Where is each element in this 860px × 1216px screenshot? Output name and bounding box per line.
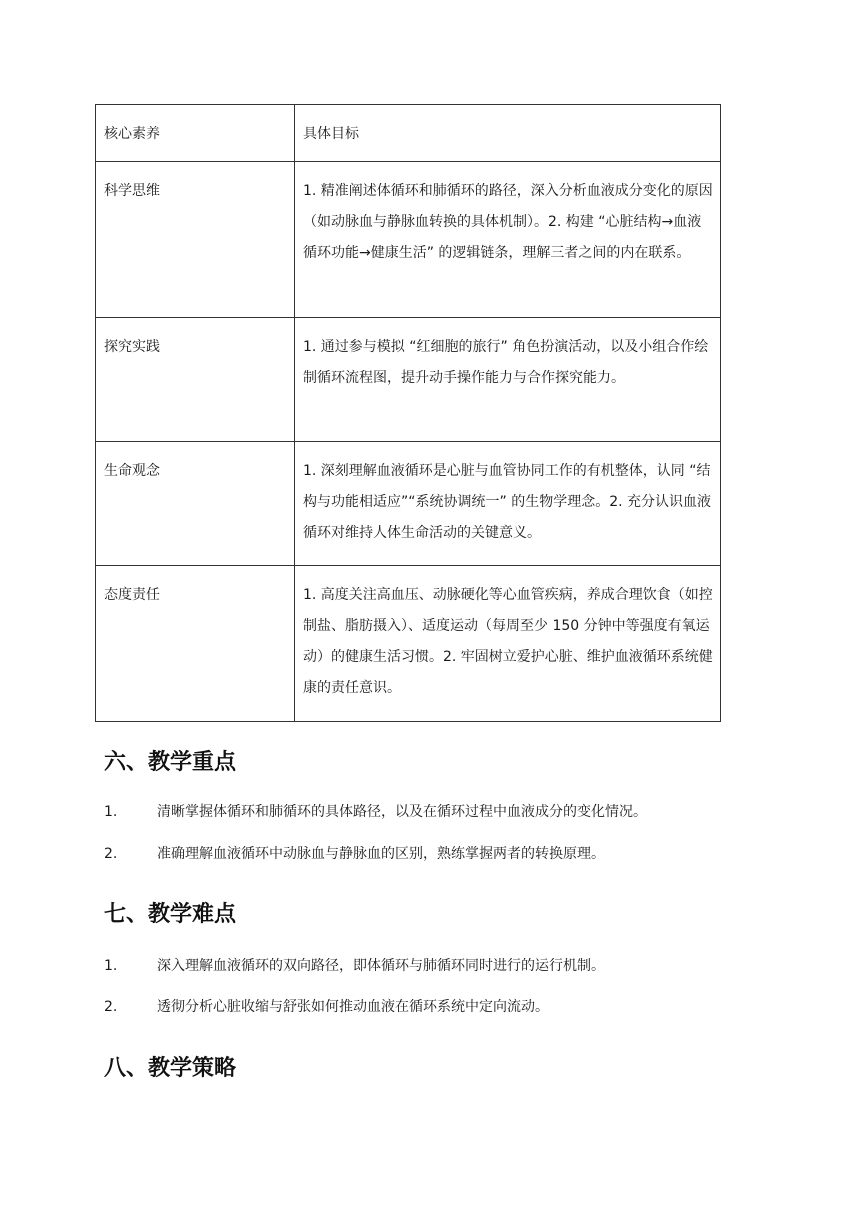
list-item-number: 2. — [104, 999, 118, 1015]
list-item — [104, 801, 647, 823]
literacy-goals-table — [95, 104, 721, 722]
table-row — [96, 318, 721, 442]
goal-cell: 1. 高度关注高血压、动脉硬化等心血管疾病，养成合理饮食（如控制盐、脂肪摄入）、适度运动（每周至少 150 分钟中等强度有氧运动）的健康生活习惯。2. 牢固树立爱护心脏、维护血液循环系统健康的责任意识。 — [295, 566, 721, 722]
table-row — [96, 162, 721, 318]
section-title-teaching-focus: 六、教学重点 — [104, 750, 237, 775]
list-item-number: 2. — [104, 846, 118, 862]
table-row — [96, 566, 721, 722]
section-title-teaching-difficulty: 七、教学难点 — [104, 902, 237, 927]
literacy-cell: 态度责任 — [96, 566, 295, 722]
goal-cell: 1. 通过参与模拟 “红细胞的旅行” 角色扮演活动，以及小组合作绘制循环流程图，提升动手操作能力与合作探究能力。 — [295, 318, 721, 442]
list-item-number: 1. — [104, 958, 118, 974]
section-title-teaching-strategy: 八、教学策略 — [104, 1056, 237, 1081]
list-item-text: 清晰掌握体循环和肺循环的具体路径，以及在循环过程中血液成分的变化情况。 — [157, 804, 647, 820]
list-item — [104, 843, 605, 865]
list-item-text: 深入理解血液循环的双向路径，即体循环与肺循环同时进行的运行机制。 — [157, 958, 605, 974]
header-literacy: 核心素养 — [96, 105, 295, 162]
list-item — [104, 955, 605, 977]
literacy-cell: 科学思维 — [96, 162, 295, 318]
list-item-text: 准确理解血液循环中动脉血与静脉血的区别，熟练掌握两者的转换原理。 — [157, 846, 605, 862]
header-goal: 具体目标 — [295, 105, 721, 162]
list-item-text: 透彻分析心脏收缩与舒张如何推动血液在循环系统中定向流动。 — [157, 999, 549, 1015]
literacy-cell: 生命观念 — [96, 442, 295, 566]
literacy-cell: 探究实践 — [96, 318, 295, 442]
table-header-row — [96, 105, 721, 162]
list-item — [104, 996, 549, 1018]
goal-cell: 1. 精准阐述体循环和肺循环的路径，深入分析血液成分变化的原因（如动脉血与静脉血转换的具体机制）。2. 构建 “心脏结构→血液循环功能→健康生活” 的逻辑链条，理解三者之间的内在联系。 — [295, 162, 721, 318]
goal-cell: 1. 深刻理解血液循环是心脏与血管协同工作的有机整体，认同 “结构与功能相适应”“系统协调统一” 的生物学理念。2. 充分认识血液循环对维持人体生命活动的关键意义。 — [295, 442, 721, 566]
table-row — [96, 442, 721, 566]
list-item-number: 1. — [104, 804, 118, 820]
